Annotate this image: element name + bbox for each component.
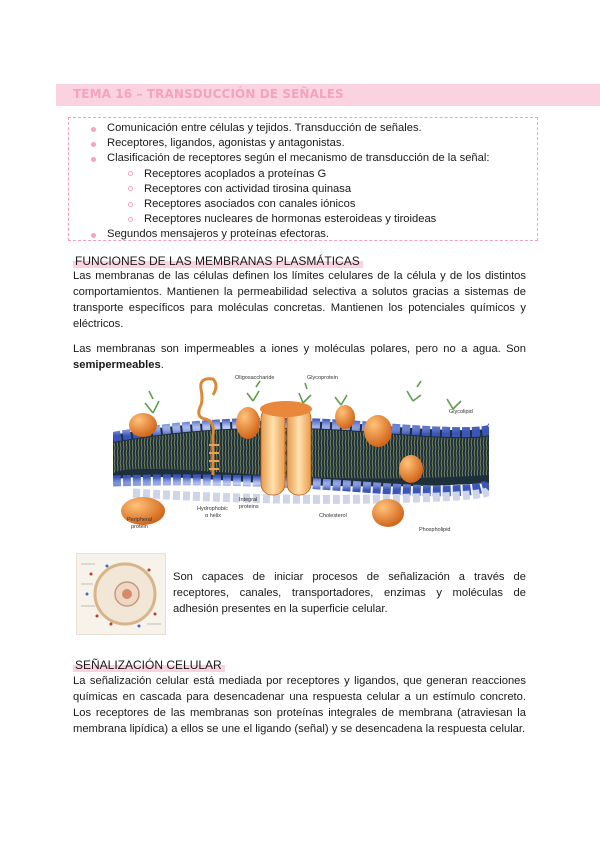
topics-list [90, 121, 489, 243]
label-hydrophobic: Hydrophobic [197, 506, 228, 512]
list-item: Segundos mensajeros y proteínas efectoras. [90, 227, 489, 242]
label-protein: protein [131, 524, 148, 530]
section-heading-signaling: SEÑALIZACIÓN CELULAR [73, 657, 225, 672]
list-item: Receptores, ligandos, agonistas y antagonistas. [90, 136, 489, 151]
label-integral: Integral [239, 497, 258, 503]
label-oligosaccharide: Oligosaccharide [235, 375, 275, 381]
sub-list-item: Receptores con actividad tirosina quinasa [90, 182, 489, 197]
paragraph-text: Las membranas son impermeables a iones y moléculas polares, pero no a agua. Son [73, 343, 526, 355]
bold-term: semipermeables [73, 359, 161, 371]
label-glycolipid: Glycolipid [449, 409, 473, 415]
membrane-diagram [113, 373, 489, 537]
label-proteins: proteins [239, 504, 259, 510]
cell-signaling-thumbnail [76, 553, 166, 635]
sub-list-item: Receptores asociados con canales iónicos [90, 197, 489, 212]
protein-icon [335, 405, 355, 429]
list-item: Comunicación entre células y tejidos. Transducción de señales. [90, 121, 489, 136]
protein-icon [364, 415, 392, 447]
label-peripheral: Peripheral [127, 517, 153, 523]
label-phospholipid: Phospholipid [419, 527, 451, 533]
section-heading-membranes: FUNCIONES DE LAS MEMBRANAS PLASMÁTICAS [73, 253, 363, 268]
sub-list-item: Receptores acoplados a proteínas G [90, 167, 489, 182]
signaling-paragraph: La señalización celular está mediada por receptores y ligandos, que generan reacciones químicas en cascada para desencadenar una respuesta celular a un estímulo concreto. Los receptores de las membranas son proteínas integrales de membrana (atraviesan la membrana lipídica) a ellos se une el ligando (señal) y se desencadena la respuesta celular. [73, 675, 526, 735]
list-item: Clasificación de receptores según el mecanismo de transducción de la señal: [90, 151, 489, 166]
label-alpha-helix: α helix [205, 513, 222, 519]
protein-icon [236, 407, 260, 439]
label-cholesterol: Cholesterol [319, 513, 347, 519]
semipermeable-paragraph: Las membranas son impermeables a iones y moléculas polares, pero no a agua. Son semipermeables. [73, 343, 526, 371]
sub-list-item: Receptores nucleares de hormonas esteroideas y tiroideas [90, 212, 489, 227]
protein-icon [399, 455, 423, 483]
label-glycoprotein: Glycoprotein [307, 375, 338, 381]
protein-icon [129, 413, 157, 437]
membranes-paragraph: Las membranas de las células definen los límites celulares de la célula y de los distintos comportamientos. Mantienen la permeabilidad selectiva a solutos gracias a sistemas de transporte específicos para moléculas concretas. Mantienen los potenciales químicos y eléctricos. [73, 270, 526, 330]
signaling-capability-paragraph: Son capaces de iniciar procesos de señalización a través de receptores, canales, transportadores, enzimas y moléculas de adhesión presentes en la superficie celular. [173, 571, 526, 615]
page-title: TEMA 16 – TRANSDUCCIÓN DE SEÑALES [73, 87, 344, 101]
protein-icon [372, 499, 404, 527]
